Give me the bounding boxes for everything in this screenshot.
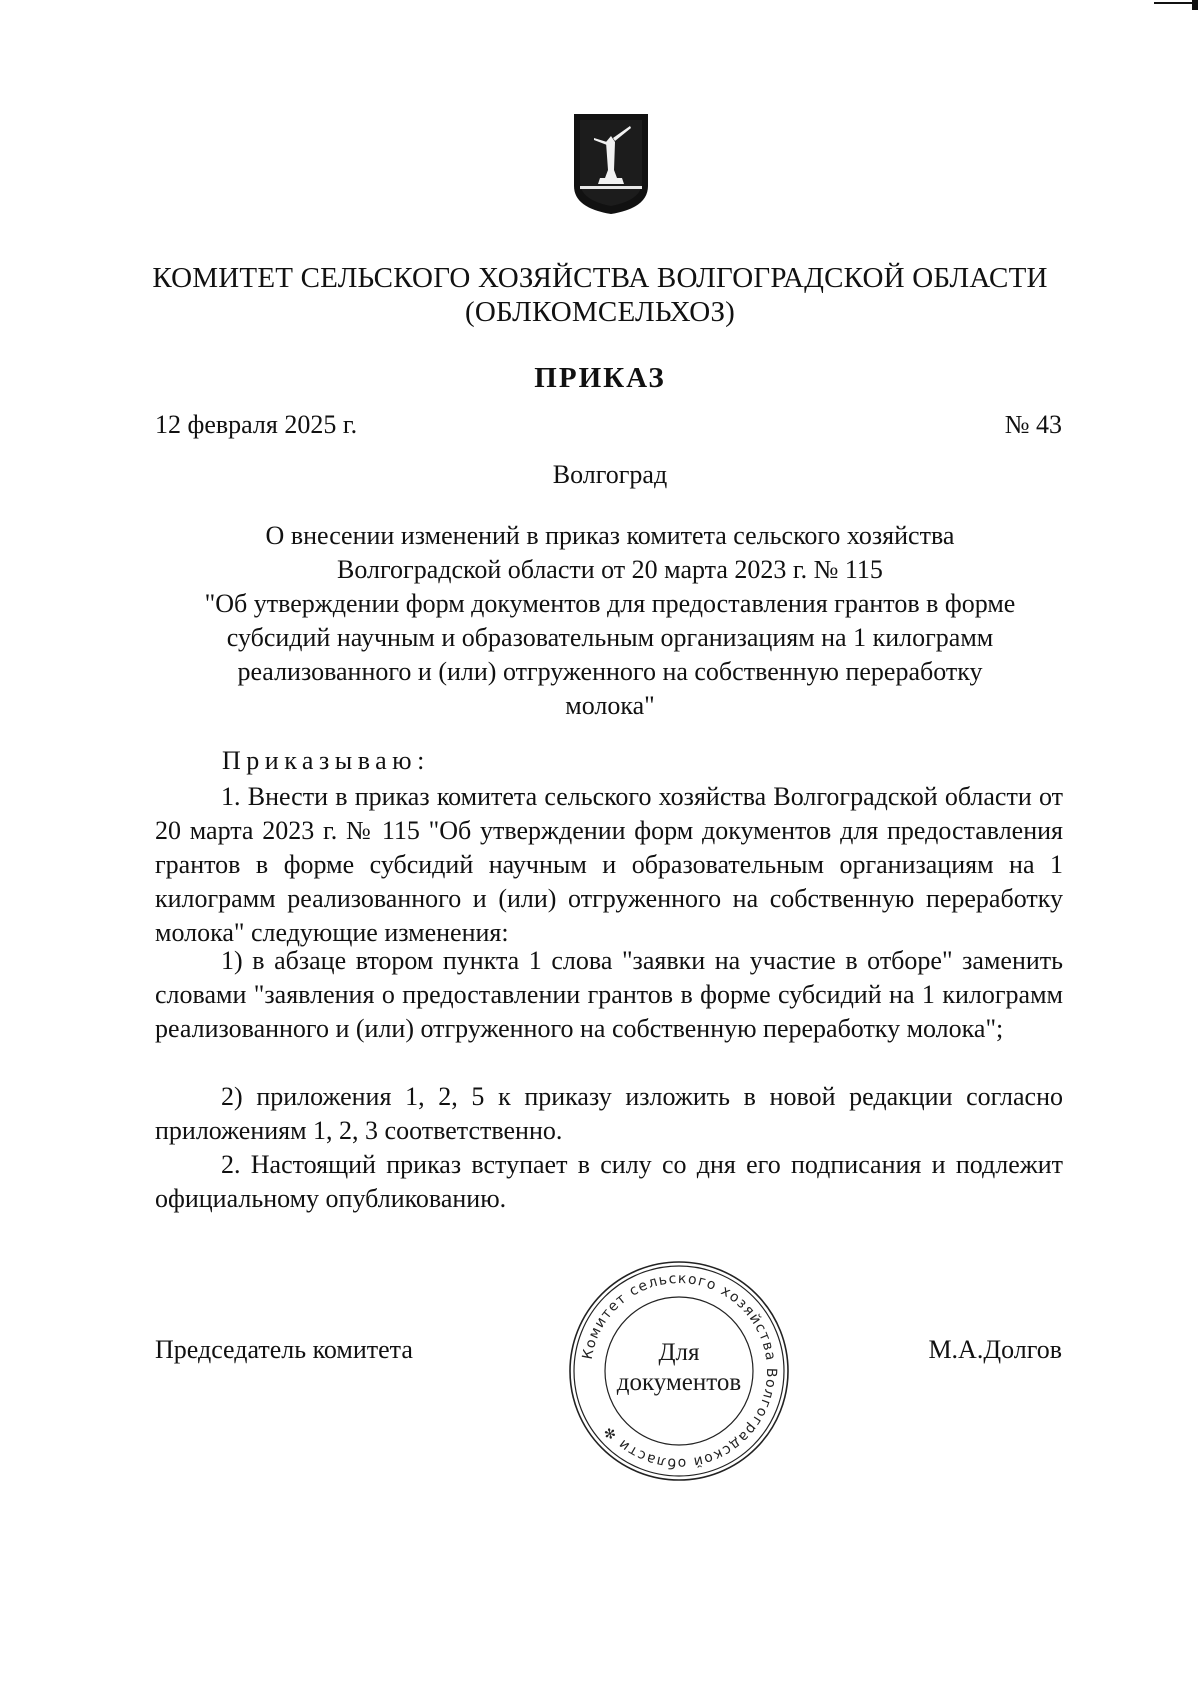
document-number: № 43 (1004, 410, 1062, 439)
title-line: О внесении изменений в приказ комитета сельского хозяйства (265, 521, 955, 550)
subparagraph-item-2: 2) приложения 1, 2, 5 к приказу изложить в новой редакции согласно приложениям 1, 2, 3 соответственно. (155, 1082, 1063, 1145)
paragraph-item-2: 2. Настоящий приказ вступает в силу со дня его подписания и подлежит официальному опубликованию. (155, 1150, 1063, 1213)
title-line: субсидий научным и образовательным организациям на 1 килограмм (226, 623, 994, 652)
order-directive: Приказываю: (222, 746, 430, 775)
svg-text:Комитет сельского хозяйства Во: Комитет сельского хозяйства Волгоградской области ✻ (579, 1270, 780, 1472)
signatory-position: Председатель комитета (155, 1335, 413, 1364)
title-line: реализованного и (или) отгруженного на собственную переработку (237, 657, 983, 686)
title-line: молока" (565, 691, 655, 720)
volgograd-emblem-icon (572, 112, 650, 216)
organization-abbreviation: (ОБЛКОМСЕЛЬХОЗ) (464, 296, 736, 328)
stamp-center-line: документов (616, 1369, 742, 1396)
document-date: 12 февраля 2025 г. (155, 410, 358, 439)
document-type-heading: ПРИКАЗ (534, 362, 666, 394)
organization-name: КОМИТЕТ СЕЛЬСКОГО ХОЗЯЙСТВА ВОЛГОГРАДСКОЙ ОБЛАСТИ (152, 262, 1048, 294)
stamp-center-line: Для (658, 1339, 700, 1366)
document-city: Волгоград (552, 460, 668, 489)
title-line: "Об утверждении форм документов для предоставления грантов в форме (204, 589, 1016, 618)
subparagraph-item-1: 1) в абзаце втором пункта 1 слова "заявки на участие в отборе" заменить словами "заявления о предоставлении грантов в форме субсидий на 1 килограмм реализованного и (или) отгруженного на собственную переработку молока"; (155, 946, 1063, 1043)
title-line: Волгоградской области от 20 марта 2023 г. № 115 (337, 555, 883, 584)
scan-corner-mark (1140, 0, 1200, 10)
signatory-name: М.А.Долгов (928, 1335, 1062, 1364)
paragraph-item-1: 1. Внести в приказ комитета сельского хозяйства Волгоградской области от 20 марта 2023 г. № 115 "Об утверждении форм документов для предоставления грантов в форме субсидий научным и образовательным организациям на 1 килограмм реализованного и (или) отгруженного на собственную переработку молока" следующие изменения: (155, 782, 1063, 947)
stamp-center-text (608, 1338, 750, 1398)
